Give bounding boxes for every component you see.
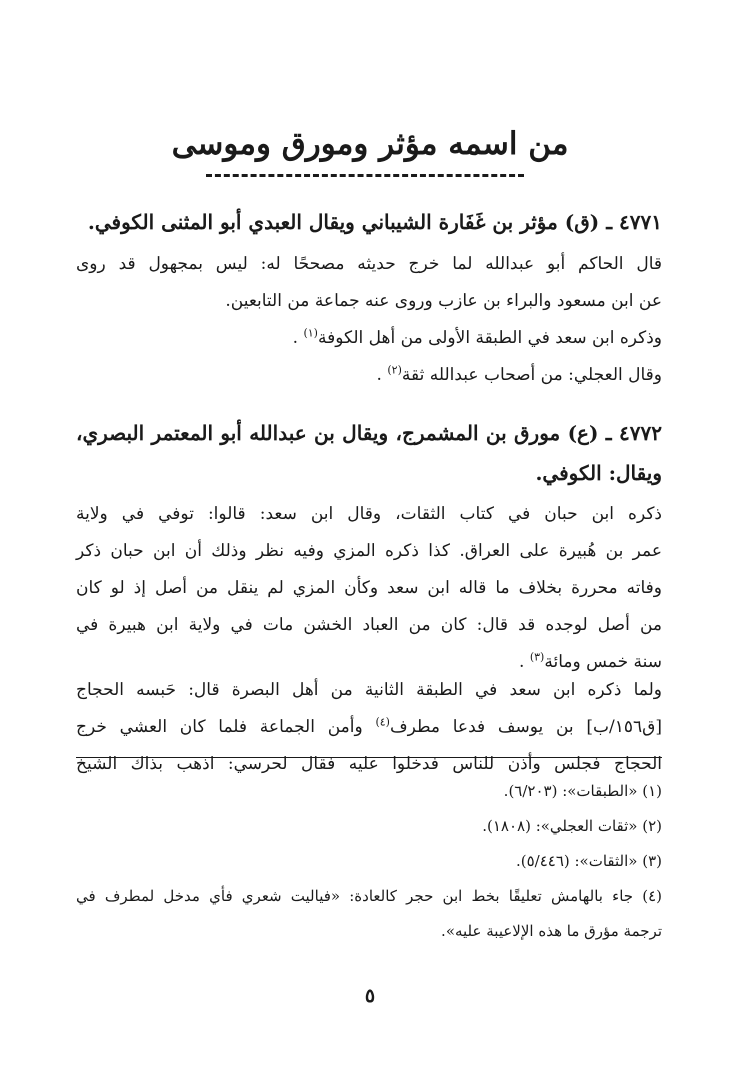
body-line: سنة خمس ومائة$^{(٣)}$ . [519, 650, 662, 672]
footnote-ref: (٤) [375, 715, 390, 729]
title-underline [206, 174, 524, 177]
footnote: ترجمة مؤرق ما هذه الإلاعيبة عليه». [441, 922, 662, 940]
footnote-ref: (١) [303, 326, 318, 340]
body-line: ولما ذكره ابن سعد في الطبقة الثانية من أهل البصرة قال: حَبسه الحجاج [76, 680, 662, 700]
body-line: قال الحاكم أبو عبدالله لما خرج حديثه مصححًا له: ليس بمجهول قد روى [76, 254, 662, 274]
footnotes [76, 774, 662, 949]
footnote: (٣) «الثقات»: (٥/٤٤٦). [515, 852, 662, 870]
entry-heading-line: ٤٧٧٢ ـ (ع) مورق بن المشمرج، ويقال بن عبدالله أبو المعتمر البصري، [76, 421, 662, 445]
footnote-ref: (٢) [387, 363, 402, 377]
entry-4771-heading [76, 202, 662, 242]
footnote: (٢) «ثقات العجلي»: (١٨٠٨). [482, 817, 662, 835]
body-line: الحجاج فجلس وأذن للناس فدخلوا عليه فقال لحرسي: اذهب بذاك الشيخ [76, 754, 662, 774]
body-line: عن ابن مسعود والبراء بن عازب وروى عنه جماعة من التابعين. [225, 291, 662, 311]
body-line: من أصل لوجده قد قال: كان من العباد الخشن مات في ولاية ابن هبيرة في [76, 615, 662, 635]
entry-4771-body [76, 246, 662, 394]
entry-4772-paragraph-2 [76, 672, 662, 783]
entry-heading-line: ويقال: الكوفي. [535, 461, 662, 485]
entry-heading-line: ٤٧٧١ ـ (ق) مؤثر بن غَفَارة الشيباني ويقال العبدي أبو المثنى الكوفي. [87, 210, 662, 234]
footnote: (١) «الطبقات»: (٦/٢٠٣). [503, 782, 662, 800]
chapter-title: من اسمه مؤثر ومورق وموسى [171, 126, 569, 162]
entry-4772-paragraph-1 [76, 496, 662, 681]
body-line: عمر بن هُبيرة على العراق. كذا ذكره المزي وفيه نظر وذلك أن ابن حبان ذكر [76, 541, 662, 561]
footnote-separator [76, 757, 662, 758]
body-line: وقال العجلي: من أصحاب عبدالله ثقة$^{(٢)}$ . [376, 363, 662, 385]
page-number: ٥ [364, 985, 376, 1007]
footnote: (٤) جاء بالهامش تعليقًا بخط ابن حجر كالعادة: «فياليت شعري فأي مدخل لمطرف في [76, 887, 662, 905]
body-line: ذكره ابن حبان في كتاب الثقات، وقال ابن سعد: قالوا: توفي في ولاية [76, 504, 662, 524]
body-line: وفاته محررة بخلاف ما قاله ابن سعد وكأن المزي لم ينقل من أصل إذ لو كان [76, 578, 662, 598]
entry-4772-heading [76, 413, 662, 493]
body-line: وذكره ابن سعد في الطبقة الأولى من أهل الكوفة$^{(١)}$ . [292, 326, 662, 348]
body-line: [ق١٥٦/ب] بن يوسف فدعا مطرف$^{(٤)}$ وأمن الجماعة فلما كان العشي خرج [76, 715, 662, 737]
footnote-ref: (٣) [529, 650, 545, 664]
